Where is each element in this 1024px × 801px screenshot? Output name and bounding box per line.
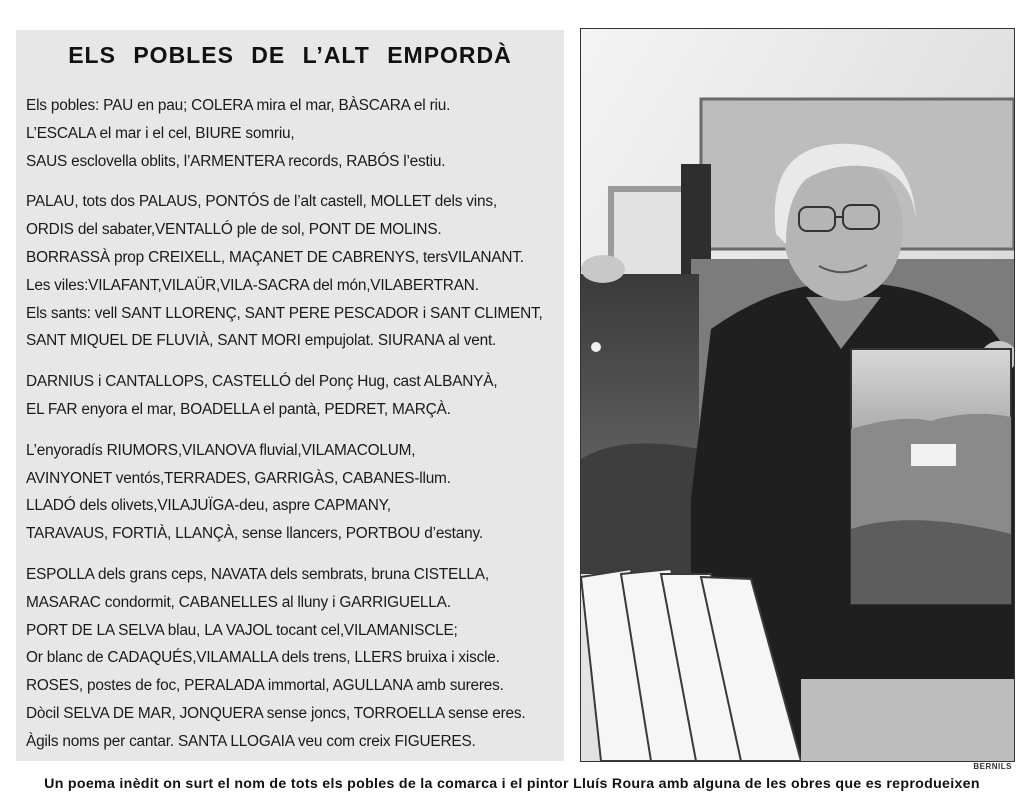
poem-line: L’ESCALA el mar i el cel, BIURE somriu, <box>26 124 295 142</box>
poem-stanzas <box>26 92 561 769</box>
poem-line: Les viles:VILAFANT,VILAÜR,VILA-SACRA del món,VILABERTRAN. <box>26 276 479 294</box>
poem-line: ORDIS del sabater,VENTALLÓ ple de sol, PONT DE MOLINS. <box>26 221 442 239</box>
poem-line: PORT DE LA SELVA blau, LA VAJOL tocant cel,VILAMANISCLE; <box>26 621 458 639</box>
poem-line: Els pobles: PAU en pau; COLERA mira el mar, BÀSCARA el riu. <box>26 97 451 114</box>
poem-line: PALAU, tots dos PALAUS, PONTÓS de l’alt castell, MOLLET dels vins, <box>26 193 497 211</box>
poem-line: ESPOLLA dels grans ceps, NAVATA dels sembrats, bruna CISTELLA, <box>26 565 489 583</box>
poem-line: L’enyoradís RIUMORS,VILANOVA fluvial,VILAMACOLUM, <box>26 441 416 459</box>
stanza-2 <box>26 188 561 355</box>
poem-line: AVINYONET ventós,TERRADES, GARRIGÀS, CABANES-llum. <box>26 469 451 487</box>
poem-line: DARNIUS i CANTALLOPS, CASTELLÓ del Ponç Hug, cast ALBANYÀ, <box>26 373 498 391</box>
photo-credit: BERNILS <box>973 762 1012 771</box>
stanza-4 <box>26 437 561 548</box>
poem-line: Dòcil SELVA DE MAR, JONQUERA sense joncs, TORROELLA sense eres. <box>26 704 526 722</box>
painter-photo <box>580 28 1015 762</box>
poem-line: TARAVAUS, FORTIÀ, LLANÇÀ, sense llancers, PORTBOU d’estany. <box>26 525 483 543</box>
poem-line: BORRASSÀ prop CREIXELL, MAÇANET DE CABRENYS, tersVILANANT. <box>26 248 524 266</box>
poem-line: Or blanc de CADAQUÉS,VILAMALLA dels trens, LLERS bruixa i xiscle. <box>26 649 500 667</box>
photo-illustration <box>581 29 1014 761</box>
poem-line: EL FAR enyora el mar, BOADELLA el pantà, PEDRET, MARÇÀ. <box>26 400 451 418</box>
poem-line: MASARAC condormit, CABANELLES al lluny i GARRIGUELLA. <box>26 593 451 611</box>
stanza-1 <box>26 92 561 175</box>
stanza-3 <box>26 368 561 424</box>
photo-caption: Un poema inèdit on surt el nom de tots els pobles de la comarca i el pintor Lluís Roura amb alguna de les obres que es reprodueixen <box>44 776 980 792</box>
poem-line: SAUS esclovella oblits, l’ARMENTERA records, RABÓS l’estiu. <box>26 152 446 170</box>
poem-line: LLADÓ dels olivets,VILAJUÏGA-deu, aspre CAPMANY, <box>26 497 391 515</box>
stanza-5 <box>26 561 561 756</box>
poem-line: ROSES, postes de foc, PERALADA immortal, AGULLANA amb sureres. <box>26 677 504 695</box>
poem-title: ELS POBLES DE L’ALT EMPORDÀ <box>68 42 512 68</box>
poem-line: Els sants: vell SANT LLORENÇ, SANT PERE PESCADOR i SANT CLIMENT, <box>26 304 543 322</box>
poem-line: Àgils noms per cantar. SANTA LLOGAIA veu com creix FIGUERES. <box>26 732 476 750</box>
poem-line: SANT MIQUEL DE FLUVIÀ, SANT MORI empujolat. SIURANA al vent. <box>26 332 497 350</box>
poem-panel <box>16 30 564 761</box>
